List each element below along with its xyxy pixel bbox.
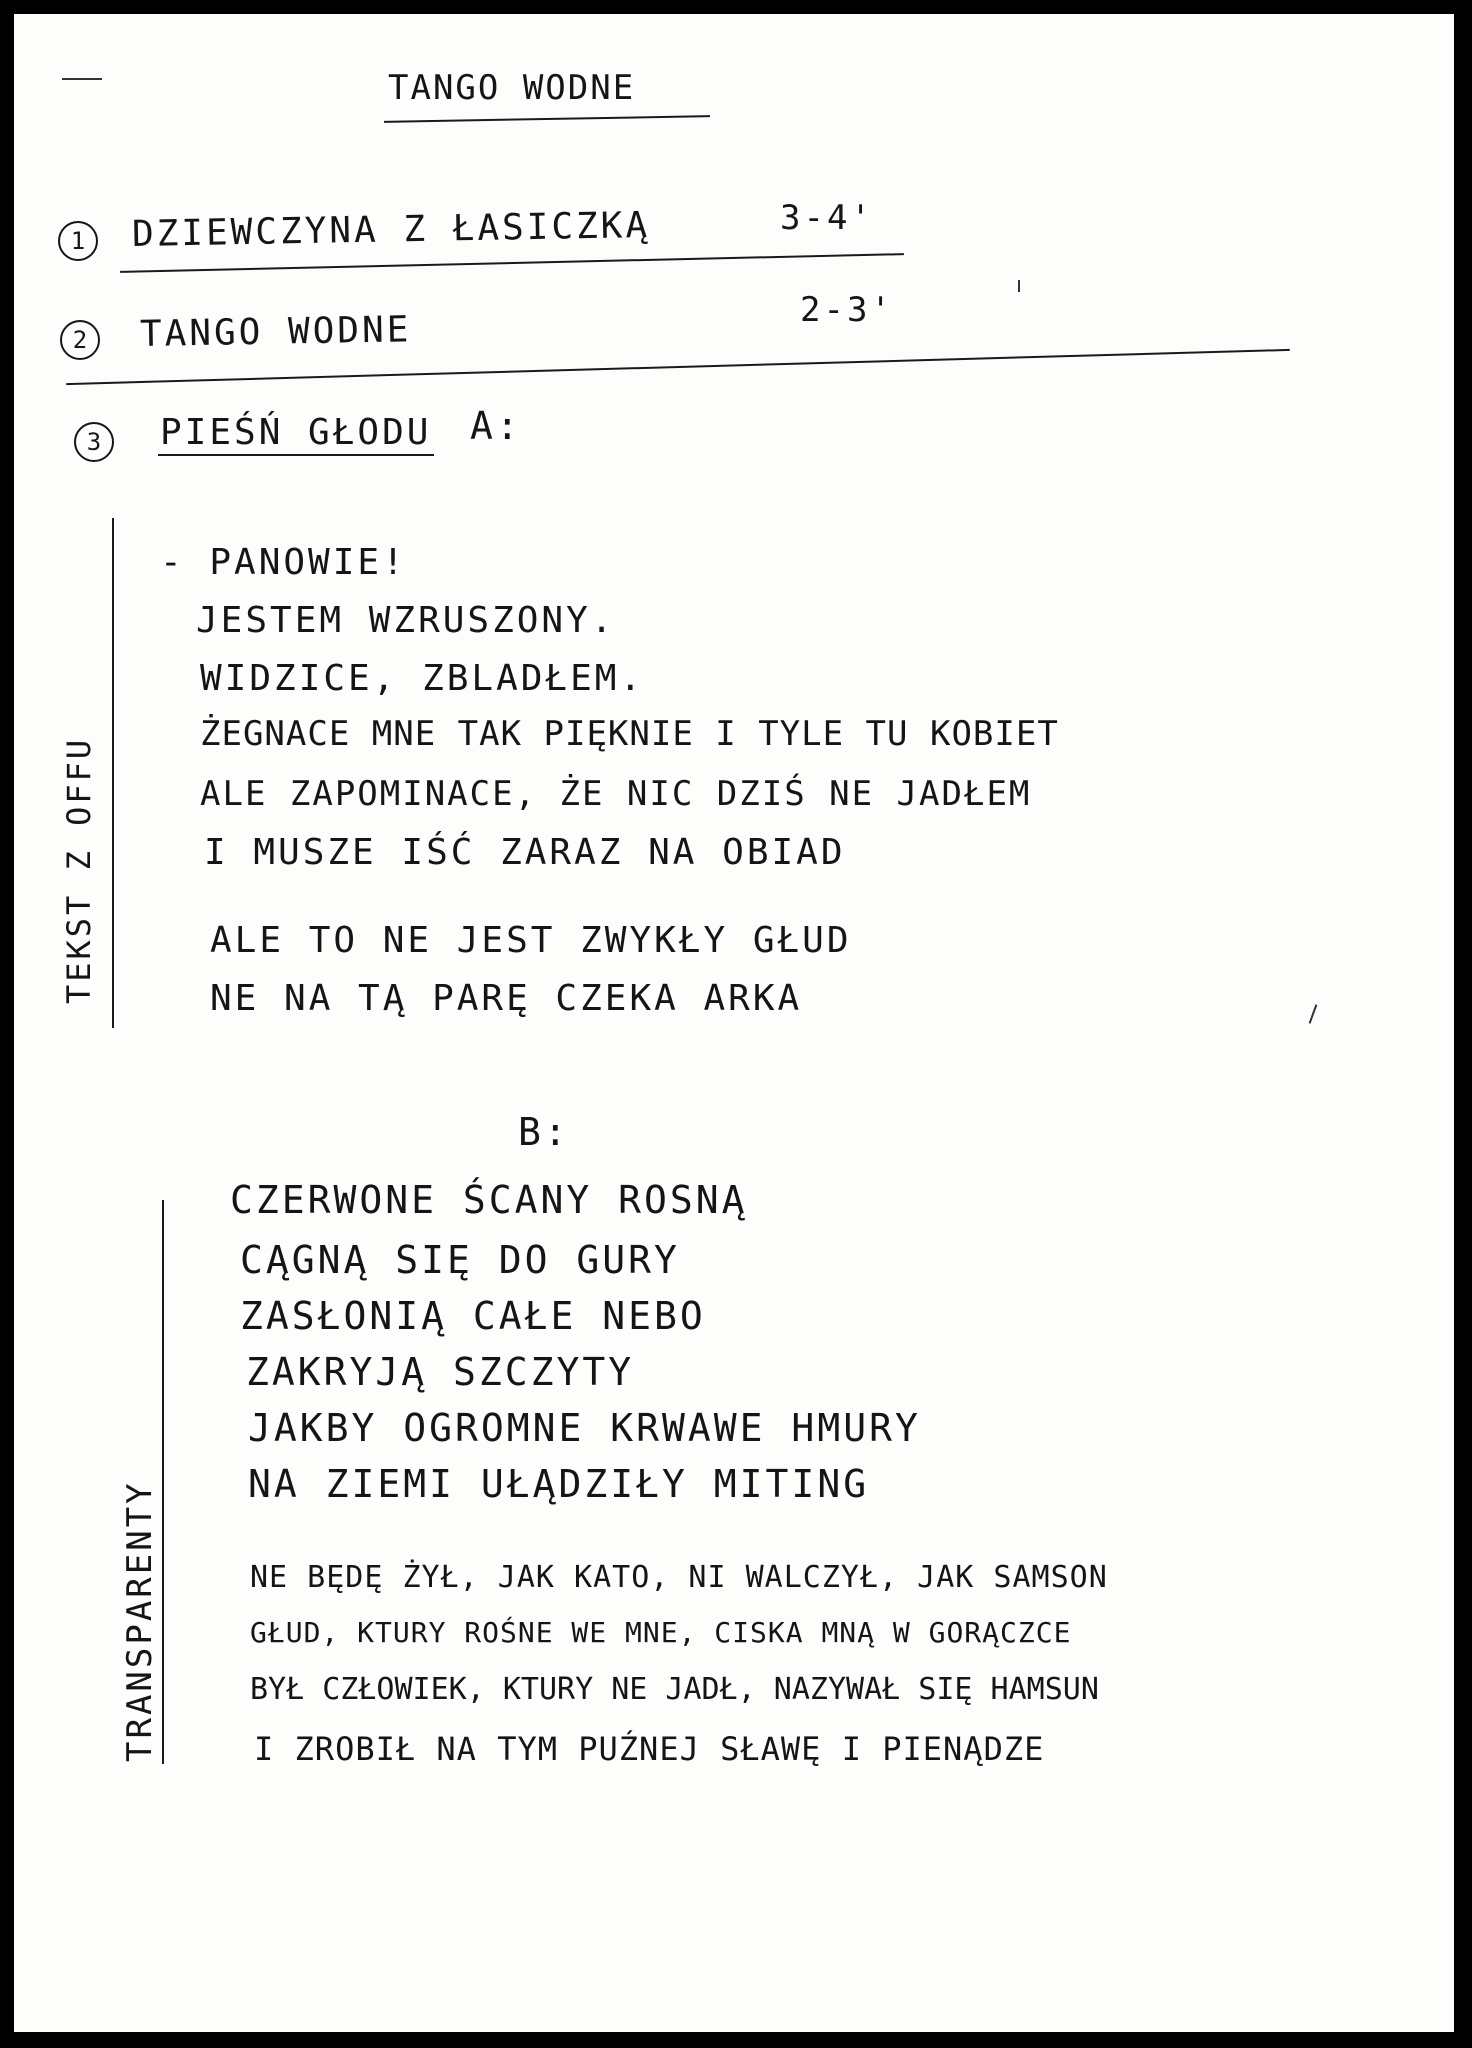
section-b-line: BYŁ CZŁOWIEK, KTURY NE JADŁ, NAZYWAŁ SIĘ HAMSUN [250,1672,1099,1707]
title-underline [384,115,710,123]
section-b-line: GŁUD, KTURY ROŚNE WE MNE, CISKA MNĄ W GORĄCZCE [250,1616,1072,1649]
section-a-line: - PANOWIE! [160,542,407,583]
section-b-line: NA ZIEMI UŁĄDZIŁY MITING [248,1462,870,1506]
section-b-side-label: TRANSPARENTY [120,1480,160,1762]
section-b-line: ZASŁONIĄ CAŁE NEBO [240,1294,706,1338]
section-b-line: JAKBY OGROMNE KRWAWE HMURY [248,1406,921,1450]
section-a-line: NE NA TĄ PARĘ CZEKA ARKA [210,978,803,1019]
item-title-3: PIEŚŃ GŁODU [160,412,432,453]
item-title-3-underline [158,454,434,456]
pen-mark [1309,1004,1318,1023]
section-b-bracket [162,1200,164,1764]
pen-mark [1018,280,1020,292]
item-divider-1 [120,253,904,273]
section-a-line: ALE TO NE JEST ZWYKŁY GŁUD [210,920,852,961]
item-divider-2 [66,349,1290,385]
section-b-line: I ZROBIŁ NA TYM PUŹNEJ SŁAWĘ I PIENĄDZE [254,1730,1045,1768]
item-title-2: TANGO WODNE [139,309,412,355]
page-title: TANGO WODNE [388,68,636,108]
manuscript-page [14,14,1454,2032]
item-number-1: 1 [58,221,98,261]
section-b-line: CĄGNĄ SIĘ DO GURY [240,1238,680,1282]
section-a-bracket [112,518,114,1028]
section-a-heading: A: [470,404,522,448]
item-number-3: 3 [74,422,114,462]
section-a-line: ŻEGNACE MNE TAK PIĘKNIE I TYLE TU KOBIET [200,714,1059,754]
item-title-1: DZIEWCZYNA Z ŁASICZKĄ [131,204,651,255]
item-duration-1: 3-4' [780,198,874,238]
item-number-2: 2 [60,320,100,360]
section-b-line: CZERWONE ŚCANY ROSNĄ [230,1178,748,1222]
section-b-line: NE BĘDĘ ŻYŁ, JAK KATO, NI WALCZYŁ, JAK SAMSON [250,1560,1108,1595]
item-duration-2: 2-3' [800,290,894,330]
section-b-heading: B: [518,1110,570,1154]
section-a-line: WIDZICE, ZBLADŁEM. [200,658,645,699]
section-a-line: I MUSZE IŚĆ ZARAZ NA OBIAD [204,832,846,873]
section-a-side-label: TEKST Z OFFU [60,736,98,1004]
section-b-line: ZAKRYJĄ SZCZYTY [246,1350,635,1394]
section-a-line: JESTEM WZRUSZONY. [196,600,616,641]
pen-mark [62,78,102,80]
section-a-line: ALE ZAPOMINACE, ŻE NIC DZIŚ NE JADŁEM [200,774,1032,814]
